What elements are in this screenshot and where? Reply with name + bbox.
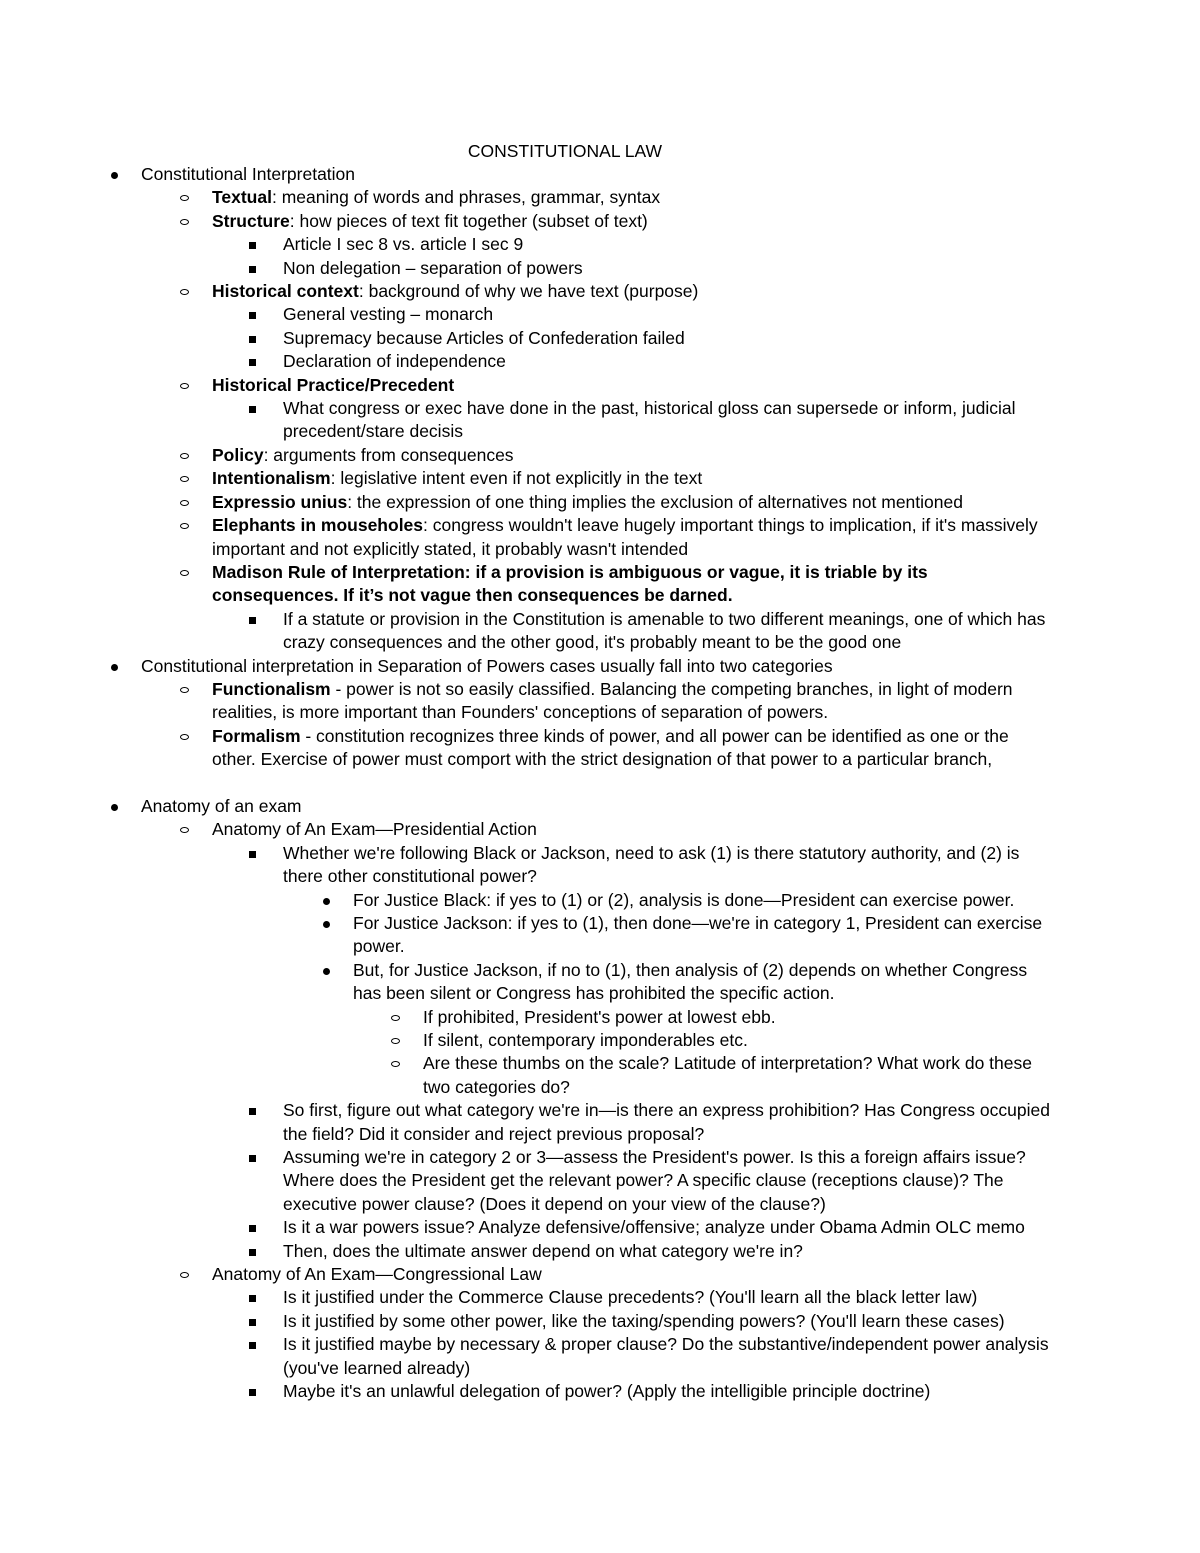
outline-line [0, 678, 1200, 701]
bullet-square-icon [249, 406, 256, 413]
outline-line [0, 491, 1200, 514]
line-text: Maybe it's an unlawful delegation of power? (Apply the intelligible principle doctrine) [283, 1381, 931, 1402]
bullet-square-icon [249, 1225, 256, 1232]
bullet-circle-icon [180, 476, 189, 482]
bullet-dot-icon [323, 921, 330, 928]
line-text: Then, does the ultimate answer depend on what category we're in? [283, 1240, 803, 1261]
line-text: : arguments from consequences [263, 444, 514, 465]
bullet-square-icon [249, 242, 256, 249]
outline-line [0, 1099, 1200, 1122]
page-title: CONSTITUTIONAL LAW [467, 141, 663, 161]
outline-line [0, 561, 1200, 584]
bullet-circle-icon [180, 1272, 189, 1278]
bold-term: Formalism [212, 725, 301, 746]
bullet-circle-icon [180, 500, 189, 506]
outline-line [0, 935, 1200, 958]
line-text: crazy consequences and the other good, it's probably meant to be the good one [283, 632, 902, 653]
line-text: But, for Justice Jackson, if no to (1), then analysis of (2) depends on whether Congress [353, 959, 1028, 980]
outline-line [0, 842, 1200, 865]
outline-line [0, 210, 1200, 233]
line-text: power. [353, 936, 405, 957]
outline-line [0, 1123, 1200, 1146]
line-text: (you've learned already) [283, 1357, 471, 1378]
outline-line [0, 1076, 1200, 1099]
line-text: Is it justified by some other power, like the taxing/spending powers? (You'll learn these cases) [283, 1310, 1005, 1331]
outline-line [0, 1357, 1200, 1380]
line-text: Anatomy of an exam [141, 795, 302, 816]
outline-line [0, 1146, 1200, 1169]
bullet-dot-icon [111, 804, 118, 811]
outline-line [0, 1333, 1200, 1356]
bullet-circle-icon [180, 570, 189, 576]
bold-term: Structure [212, 210, 290, 231]
bold-term: Textual [212, 187, 272, 208]
outline-line [0, 865, 1200, 888]
bullet-square-icon [249, 336, 256, 343]
bullet-square-icon [249, 617, 256, 624]
bullet-dot-icon [111, 172, 118, 179]
line-text: has been silent or Congress has prohibited the specific action. [353, 983, 835, 1004]
outline-line [0, 748, 1200, 771]
outline-line [0, 327, 1200, 350]
line-text: precedent/stare decisis [283, 421, 463, 442]
outline-line [0, 374, 1200, 397]
bold-term: Historical Practice/Precedent [212, 374, 455, 395]
bullet-circle-icon [180, 219, 189, 225]
line-text: : how pieces of text fit together (subset of text) [289, 210, 648, 231]
line-text: there other constitutional power? [283, 866, 537, 887]
outline-line [0, 1216, 1200, 1239]
line-text: the field? Did it consider and reject previous proposal? [283, 1123, 705, 1144]
outline-line [0, 467, 1200, 490]
bullet-dot-icon [323, 968, 330, 975]
line-text: Is it justified maybe by necessary & proper clause? Do the substantive/independent power analysis [283, 1334, 1049, 1355]
line-text: : meaning of words and phrases, grammar, syntax [271, 187, 661, 208]
line-text: If a statute or provision in the Constitution is amenable to two different meanings, one of which has [283, 608, 1046, 629]
bullet-square-icon [249, 359, 256, 366]
bullet-square-icon [249, 1155, 256, 1162]
outline-line [0, 420, 1200, 443]
line-text: two categories do? [423, 1076, 570, 1097]
outline-line [0, 397, 1200, 420]
bold-term: consequences. If it’s not vague then consequences be darned. [212, 585, 733, 606]
line-text: realities, is more important than Founders' conceptions of separation of powers. [212, 702, 829, 723]
outline-line [0, 350, 1200, 373]
bullet-circle-icon [180, 827, 189, 833]
outline-line [0, 1380, 1200, 1403]
blank-line [0, 772, 1200, 795]
outline-line [0, 631, 1200, 654]
bullet-circle-icon [180, 289, 189, 295]
line-text: General vesting – monarch [283, 304, 494, 325]
outline-line [0, 1286, 1200, 1309]
outline-line [0, 1193, 1200, 1216]
bullet-square-icon [249, 1295, 256, 1302]
line-text: : congress wouldn't leave hugely important things to implication, if it's massively [423, 515, 1038, 536]
bullet-circle-icon [180, 383, 189, 389]
outline [0, 163, 1200, 1404]
outline-line [0, 233, 1200, 256]
line-text: Is it justified under the Commerce Clause precedents? (You'll learn all the black letter law) [283, 1287, 978, 1308]
line-text: For Justice Jackson: if yes to (1), then done—we're in category 1, President can exercise [353, 912, 1043, 933]
outline-line [0, 982, 1200, 1005]
line-text: Constitutional interpretation in Separation of Powers cases usually fall into two categories [141, 655, 833, 676]
outline-line [0, 186, 1200, 209]
bullet-dot-icon [323, 898, 330, 905]
line-text: Anatomy of An Exam—Congressional Law [212, 1264, 542, 1285]
line-text: Constitutional Interpretation [141, 164, 356, 184]
bold-term: Expressio unius [212, 491, 348, 512]
line-text: Are these thumbs on the scale? Latitude of interpretation? What work do these [423, 1053, 1032, 1074]
outline-line [0, 912, 1200, 935]
line-text: executive power clause? (Does it depend on your view of the clause?) [283, 1193, 826, 1214]
outline-line [0, 1240, 1200, 1263]
outline-line [0, 303, 1200, 326]
bullet-circle-icon [180, 453, 189, 459]
outline-line [0, 818, 1200, 841]
bullet-circle-icon [180, 523, 189, 529]
outline-line [0, 889, 1200, 912]
outline-line [0, 701, 1200, 724]
outline-line [0, 1263, 1200, 1286]
outline-line [0, 1169, 1200, 1192]
line-text: : the expression of one thing implies the exclusion of alternatives not mentioned [347, 491, 963, 512]
line-text: Assuming we're in category 2 or 3—assess the President's power. Is this a foreign affairs issue? [283, 1147, 1026, 1168]
line-text: Article I sec 8 vs. article I sec 9 [283, 234, 524, 255]
outline-line [0, 514, 1200, 537]
bullet-circle-icon [391, 1061, 400, 1067]
bullet-circle-icon [180, 687, 189, 693]
bold-term: Intentionalism [212, 468, 331, 489]
line-text: Where does the President get the relevant power? A specific clause (receptions clause)? The [283, 1170, 1004, 1191]
line-text: Declaration of independence [283, 351, 506, 372]
line-text: - constitution recognizes three kinds of power, and all power can be identified as one or the [300, 725, 1009, 746]
bullet-square-icon [249, 1319, 256, 1326]
outline-line [0, 725, 1200, 748]
outline-line [0, 1310, 1200, 1333]
bold-term: Historical context [212, 281, 359, 302]
bullet-circle-icon [180, 734, 189, 740]
line-text: What congress or exec have done in the past, historical gloss can supersede or inform, judicial [283, 398, 1016, 419]
bullet-circle-icon [391, 1038, 400, 1044]
outline-line [0, 1052, 1200, 1075]
line-text: : background of why we have text (purpose) [358, 281, 699, 302]
outline-line [0, 444, 1200, 467]
bullet-square-icon [249, 1342, 256, 1349]
line-text: So first, figure out what category we're in—is there an express prohibition? Has Congress occupied [283, 1100, 1050, 1121]
line-text: If silent, contemporary imponderables etc. [423, 1030, 748, 1051]
bullet-square-icon [249, 1108, 256, 1115]
line-text: For Justice Black: if yes to (1) or (2), analysis is done—President can exercise power. [353, 889, 1015, 910]
line-text: important and not explicitly stated, it probably wasn't intended [212, 538, 689, 559]
outline-line [0, 1029, 1200, 1052]
line-text: Whether we're following Black or Jackson, need to ask (1) is there statutory authority, and (2) is [283, 842, 1020, 863]
bullet-square-icon [249, 1389, 256, 1396]
line-text: Anatomy of An Exam—Presidential Action [212, 819, 537, 840]
outline-line [0, 1006, 1200, 1029]
outline-line [0, 584, 1200, 607]
line-text: - power is not so easily classified. Balancing the competing branches, in light of modern [330, 678, 1013, 699]
bullet-circle-icon [180, 195, 189, 201]
outline-line [0, 608, 1200, 631]
bold-term: Elephants in mouseholes [212, 515, 424, 536]
outline-line [0, 257, 1200, 280]
bold-term: Madison Rule of Interpretation: if a provision is ambiguous or vague, it is triable by its [212, 561, 928, 582]
outline-line [0, 655, 1200, 678]
bold-term: Functionalism [212, 678, 331, 699]
outline-line [0, 280, 1200, 303]
bullet-dot-icon [111, 664, 118, 671]
outline-line [0, 795, 1200, 818]
outline-line [0, 959, 1200, 982]
bullet-square-icon [249, 851, 256, 858]
bold-term: Policy [212, 444, 264, 465]
bullet-circle-icon [391, 1015, 400, 1021]
bullet-square-icon [249, 312, 256, 319]
line-text: Is it a war powers issue? Analyze defensive/offensive; analyze under Obama Admin OLC memo [283, 1217, 1025, 1238]
line-text: If prohibited, President's power at lowest ebb. [423, 1006, 776, 1027]
line-text: Non delegation – separation of powers [283, 257, 583, 278]
line-text: other. Exercise of power must comport with the strict designation of that power to a particular branch, [212, 749, 993, 770]
bullet-square-icon [249, 266, 256, 273]
bullet-square-icon [249, 1249, 256, 1256]
line-text: : legislative intent even if not explicitly in the text [330, 468, 703, 489]
outline-line [0, 163, 1200, 186]
outline-line [0, 538, 1200, 561]
line-text: Supremacy because Articles of Confederation failed [283, 327, 685, 348]
